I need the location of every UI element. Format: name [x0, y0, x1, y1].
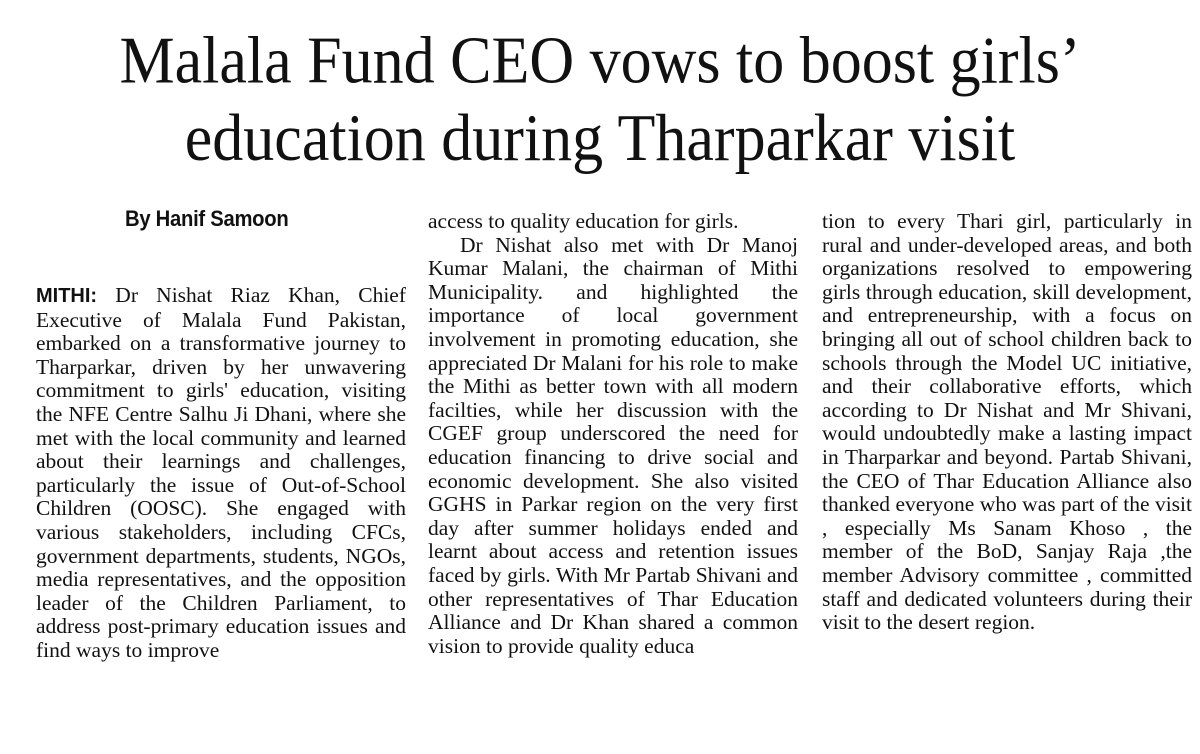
byline: By Hanif Samoon	[125, 206, 289, 231]
headline-line-1: Malala Fund CEO vows to boost girls’	[119, 24, 1081, 98]
paragraph-1-end: access to quality education for girls.	[428, 209, 739, 233]
paragraph-1	[36, 284, 406, 663]
article-column-2	[428, 210, 798, 658]
dateline: MITHI:	[36, 285, 98, 307]
headline	[0, 22, 1200, 178]
paragraph-2-continued: tion to every Thari girl, particularly in rural and under-developed areas, and both organizations resolved to empowering girls through education, skill development, and entrepreneurship, with a focus on bringing all out of school children back to schools through the Model UC initiative, and their collaborative efforts, which according to Dr Nishat and Mr Shivani, would undoubtedly make a lasting impact in Tharparkar and beyond. Partab Shivani, the CEO of Thar Education Alliance also thanked everyone who was part of the visit , especially Ms Sanam Khoso , the member of the BoD, Sanjay Raja ,the member Advisory committee , committed staff and dedicated volunteers during their visit to the desert region.	[822, 209, 1192, 635]
paragraph-2: Dr Nishat also met with Dr Manoj Kumar Malani, the chairman of Mithi Municipality. and highlighted the importance of local government involvement in promoting education, she appreciated Dr Malani for his role to make the Mithi as better town with all modern facilties, while her discussion with the CGEF group underscored the need for education financing to drive social and economic development. She also visited GGHS in Parkar region on the very first day after summer holidays ended and learnt about access and retention issues faced by girls. With Mr Partab Shivani and other representatives of Thar Education Alliance and Dr Khan shared a common vision to provide quality educa	[428, 232, 798, 658]
paragraph-1-text: Dr Nishat Riaz Khan, Chief Executive of Malala Fund Pakistan, embarked on a transformative journey to Tharparkar, driven by her unwavering commitment to girls' education, visiting the NFE Centre Salhu Ji Dhani, where she met with the local community and learned about their learnings and challenges, particularly the issue of Out-of-School Children (OOSC). She engaged with various stakeholders, including CFCs, government departments, students, NGOs, media representatives, and the opposition leader of the Children Parliament, to address post-primary education issues and find ways to improve	[36, 283, 407, 662]
article-column-1	[36, 284, 406, 663]
article-column-3	[822, 210, 1192, 635]
headline-line-2: education during Tharparkar visit	[184, 101, 1016, 176]
